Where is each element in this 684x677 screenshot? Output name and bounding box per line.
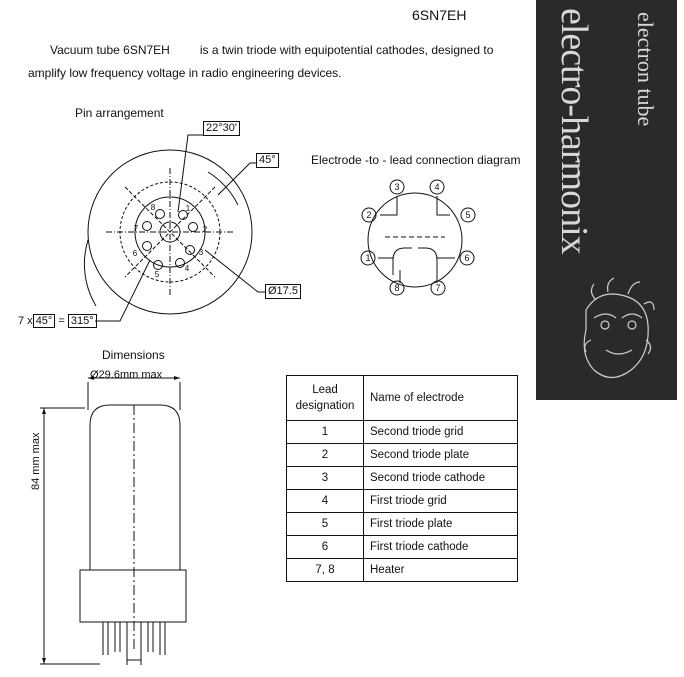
tube-outline bbox=[80, 378, 186, 665]
lead-cell: 7, 8 bbox=[287, 559, 364, 582]
equals-sign: = bbox=[58, 315, 65, 327]
tube-length-label: 84 mm max bbox=[30, 432, 42, 490]
electrode-cell: Second triode plate bbox=[364, 444, 518, 467]
pin-circle-diameter-label: Ø17.5 bbox=[265, 284, 301, 299]
pin-label: 8 bbox=[150, 203, 156, 212]
lead-table bbox=[286, 375, 518, 582]
pin-label: 2 bbox=[202, 225, 208, 234]
total-angle: 315° bbox=[68, 314, 97, 328]
diagram-pin-label: 4 bbox=[434, 182, 440, 192]
angle-multiplier-label bbox=[18, 314, 97, 328]
electrode-cell: First triode plate bbox=[364, 513, 518, 536]
brand-panel bbox=[536, 0, 677, 400]
header-electrode-name: Name of electrode bbox=[364, 376, 518, 421]
brand-subtitle: electron tube bbox=[633, 12, 658, 127]
pin-label: 1 bbox=[185, 204, 191, 213]
table-row bbox=[287, 490, 518, 513]
table-row bbox=[287, 467, 518, 490]
intro-line-2: amplify low frequency voltage in radio engineering devices. bbox=[28, 66, 342, 80]
tube-width-label: Ø29.6mm max bbox=[90, 369, 163, 381]
electrode-cell: First triode cathode bbox=[364, 536, 518, 559]
pin-label: 6 bbox=[132, 249, 138, 258]
table-row bbox=[287, 536, 518, 559]
table-row bbox=[287, 513, 518, 536]
pin-angle-label: 22°30' bbox=[203, 121, 240, 136]
electrode-cell: First triode grid bbox=[364, 490, 518, 513]
diagram-pin-label: 2 bbox=[366, 210, 372, 220]
diagram-pin-label: 8 bbox=[394, 283, 400, 293]
lead-cell: 6 bbox=[287, 536, 364, 559]
diagram-pin-label: 7 bbox=[435, 283, 441, 293]
pin-arrangement-title: Pin arrangement bbox=[75, 106, 164, 120]
pin-label: 7 bbox=[133, 224, 139, 233]
lead-cell: 1 bbox=[287, 421, 364, 444]
brand-name: electro-harmonix bbox=[553, 8, 595, 254]
pin-label: 3 bbox=[198, 248, 204, 257]
connection-diagram-title: Electrode -to - lead connection diagram bbox=[311, 153, 521, 167]
page-title: 6SN7EH bbox=[412, 7, 467, 23]
electrode-cell: Second triode grid bbox=[364, 421, 518, 444]
diagram-pin-label: 6 bbox=[464, 253, 470, 263]
key-angle-label: 45° bbox=[256, 153, 279, 168]
lead-cell: 4 bbox=[287, 490, 364, 513]
electrode-cell: Heater bbox=[364, 559, 518, 582]
lead-cell: 2 bbox=[287, 444, 364, 467]
pin-label: 5 bbox=[154, 270, 160, 279]
diagram-pin-label: 3 bbox=[394, 182, 400, 192]
intro-description: is a twin triode with equipotential cathodes, designed to bbox=[199, 43, 494, 57]
pin-label: 4 bbox=[184, 264, 190, 273]
diagram-pin-label: 5 bbox=[465, 210, 471, 220]
intro-product: Vacuum tube 6SN7EH bbox=[50, 43, 170, 57]
header-lead-designation: Lead designation bbox=[287, 376, 364, 421]
lead-cell: 5 bbox=[287, 513, 364, 536]
brand-emblem-icon bbox=[536, 0, 677, 400]
multiplier-text: 7 x bbox=[18, 315, 33, 327]
table-row bbox=[287, 559, 518, 582]
diagram-envelope bbox=[368, 193, 462, 287]
lead-table-header bbox=[287, 376, 518, 421]
diagram-pin-label: 1 bbox=[365, 253, 371, 263]
dimensions-title: Dimensions bbox=[102, 348, 165, 362]
table-row bbox=[287, 421, 518, 444]
table-row bbox=[287, 444, 518, 467]
multiplier-angle: 45° bbox=[33, 314, 56, 328]
lead-cell: 3 bbox=[287, 467, 364, 490]
electrode-cell: Second triode cathode bbox=[364, 467, 518, 490]
